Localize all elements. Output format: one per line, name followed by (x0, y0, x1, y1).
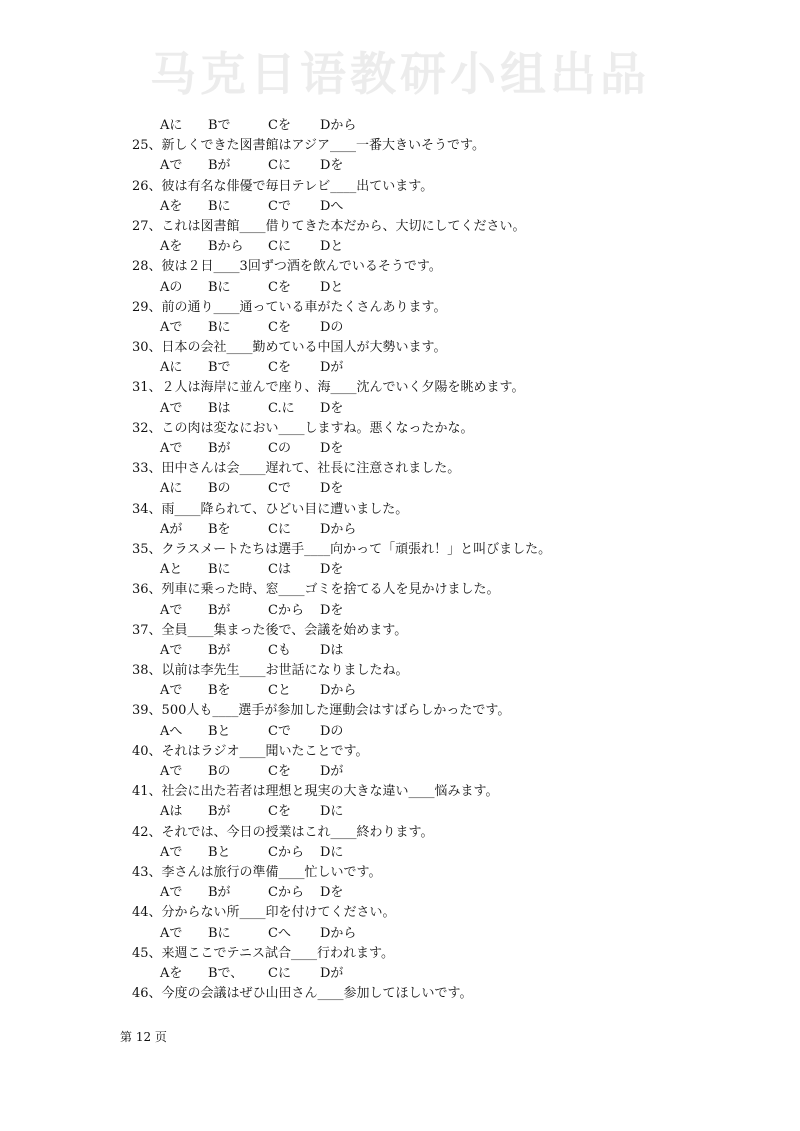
answer-option: Bで (208, 360, 231, 376)
question-text: 30、日本の会社____勤めている中国人が大勢います。 (132, 340, 447, 356)
answer-option: Aで (160, 400, 183, 416)
answer-option: Cで (268, 198, 291, 214)
answer-options (132, 560, 772, 580)
answer-option: Cを (268, 764, 291, 779)
answer-option: Aに (160, 118, 183, 133)
answer-option: Cと (268, 683, 291, 699)
answer-option: Dから (320, 683, 357, 699)
answer-options (132, 479, 772, 499)
answer-option: Bに (208, 319, 231, 335)
answer-option: Bは (208, 400, 231, 416)
answer-option: Cへ (268, 925, 291, 941)
answer-option: Dを (320, 481, 344, 497)
answer-options (132, 964, 772, 984)
answer-option: Dと (320, 239, 344, 255)
answer-option: Bで、 (208, 965, 244, 981)
question-text: 37、全員____集まった後で、会議を始めます。 (132, 622, 408, 638)
answer-option: Aで (160, 602, 183, 618)
answer-option: Dの (320, 723, 344, 739)
question-text: 27、これは図書館____借りてきた本だから、大切にしてください。 (132, 218, 526, 234)
answer-option: Cから (268, 844, 304, 860)
question-text: 29、前の通り____通っている車がたくさんあります。 (132, 299, 447, 315)
answer-option: Bに (208, 198, 231, 214)
answer-option: Bが (208, 804, 231, 820)
watermark-text: 马克日语教研小组出品 (150, 47, 650, 101)
answer-option: Dを (320, 441, 344, 456)
question-text: 35、クラスメートたちは選手____向かって「頑張れ！」と叫びました。 (132, 541, 552, 557)
answer-options (132, 762, 772, 782)
question-text: 44、分からない所____印を付けてください。 (132, 905, 396, 921)
question-text: 43、李さんは旅行の準備____忙しいです。 (132, 864, 382, 880)
answer-options (132, 439, 772, 459)
answer-option: Aで (160, 683, 183, 699)
answer-option: Dを (320, 158, 344, 174)
answer-options (132, 399, 772, 419)
answer-option: Aで (160, 441, 183, 456)
answer-option: Aは (160, 804, 183, 820)
answer-option: Cに (268, 158, 291, 174)
answer-options (132, 722, 772, 742)
answer-option: Dが (320, 360, 344, 376)
answer-option: Dの (320, 319, 344, 335)
answer-option: Cで (268, 723, 291, 739)
answer-option: Bと (208, 723, 231, 739)
answer-option: Bで (208, 118, 231, 133)
answer-option: Bが (208, 158, 231, 174)
answer-option: Bを (208, 521, 231, 537)
answer-options (132, 116, 772, 136)
answer-option: Bが (208, 642, 231, 658)
answer-options (132, 318, 772, 338)
question-text: 41、社会に出た若者は理想と現実の大きな違い____悩みます。 (132, 784, 499, 800)
answer-option: Bを (208, 683, 231, 699)
answer-options (132, 520, 772, 540)
answer-option: C.に (268, 400, 295, 416)
answer-option: Dに (320, 804, 344, 820)
answer-option: Cを (268, 804, 291, 820)
answer-option: Dから (320, 118, 357, 133)
answer-option: Cに (268, 965, 291, 981)
answer-option: Dに (320, 844, 344, 860)
question-text: 39、500人も____選手が参加した運動会はすばらしかったです。 (132, 703, 511, 719)
answer-option: Cに (268, 521, 291, 537)
answer-options (132, 924, 772, 944)
answer-options (132, 278, 772, 298)
answer-option: Cを (268, 319, 291, 335)
answer-option: Bに (208, 562, 231, 578)
question-text: 45、来週ここでテニス試合____行われます。 (132, 945, 394, 961)
answer-option: Dから (320, 521, 357, 537)
question-text: 25、新しくできた図書館はアジア____一番大きいそうです。 (132, 138, 485, 154)
question-text: 34、雨____降られて、ひどい目に遭いました。 (132, 501, 409, 517)
answer-option: Dを (320, 400, 344, 416)
answer-options (132, 156, 772, 176)
question-text: 40、それはラジオ____聞いたことです。 (132, 743, 369, 759)
answer-option: Bに (208, 279, 231, 295)
answer-option: Aと (160, 562, 183, 578)
answer-option: Bが (208, 441, 231, 456)
answer-options (132, 237, 772, 257)
answer-options (132, 883, 772, 903)
answer-option: Dは (320, 642, 344, 658)
answer-option: Aを (160, 239, 183, 255)
answer-options (132, 802, 772, 822)
answer-option: Dと (320, 279, 344, 295)
answer-option: Bから (208, 239, 244, 255)
question-text: 32、この肉は変なにおい____しますね。悪くなったかな。 (132, 420, 474, 436)
answer-option: Aに (160, 360, 183, 376)
answer-option: Aを (160, 965, 183, 981)
answer-option: Bの (208, 764, 231, 779)
answer-option: Cに (268, 239, 291, 255)
answer-option: Dを (320, 562, 344, 578)
answer-option: Dへ (320, 198, 344, 214)
answer-options (132, 197, 772, 217)
answer-option: Aで (160, 764, 183, 779)
answer-option: Aを (160, 198, 183, 214)
answer-option: Aで (160, 158, 183, 174)
answer-option: Cを (268, 360, 291, 376)
answer-option: Bの (208, 481, 231, 497)
answer-option: Dが (320, 764, 344, 779)
answer-option: Dから (320, 925, 357, 941)
answer-option: Aで (160, 925, 183, 941)
answer-option: Cを (268, 279, 291, 295)
question-text: 33、田中さんは会____遅れて、社長に注意されました。 (132, 461, 461, 477)
answer-option: Aへ (160, 723, 183, 739)
answer-option: Dを (320, 602, 344, 618)
answer-option: Dを (320, 885, 344, 901)
question-text: 46、今度の会議はぜひ山田さん____参加してほしいです。 (132, 986, 473, 1002)
answer-options (132, 601, 772, 621)
answer-option: Bに (208, 925, 231, 941)
answer-option: Bと (208, 844, 231, 860)
answer-option: Aに (160, 481, 183, 497)
page-number: 第 12 页 (120, 1030, 167, 1044)
question-text: 31、２人は海岸に並んで座り、海____沈んでいく夕陽を眺めます。 (132, 380, 525, 396)
answer-option: Cは (268, 562, 291, 578)
answer-options (132, 641, 772, 661)
question-text: 28、彼は２日____3回ずつ酒を飲んでいるそうです。 (132, 259, 442, 275)
question-text: 26、彼は有名な俳優で毎日テレビ____出ています。 (132, 178, 434, 194)
answer-option: Aが (160, 521, 183, 537)
answer-option: Cも (268, 642, 291, 658)
answer-option: Bが (208, 885, 231, 901)
question-text: 38、以前は李先生____お世話になりましたね。 (132, 663, 409, 679)
answer-option: Aの (160, 279, 183, 295)
answer-options (132, 681, 772, 701)
answer-option: Cを (268, 118, 291, 133)
answer-option: Cから (268, 602, 304, 618)
answer-option: Bが (208, 602, 231, 618)
question-text: 42、それでは、今日の授業はこれ____終わります。 (132, 824, 434, 840)
answer-option: Cから (268, 885, 304, 901)
answer-option: Cの (268, 441, 291, 456)
answer-option: Aで (160, 319, 183, 335)
answer-option: Aで (160, 844, 183, 860)
answer-option: Aで (160, 885, 183, 901)
answer-options (132, 358, 772, 378)
answer-option: Aで (160, 642, 183, 658)
question-text: 36、列車に乗った時、窓____ゴミを捨てる人を見かけました。 (132, 582, 500, 598)
answer-options (132, 843, 772, 863)
answer-option: Dが (320, 965, 344, 981)
answer-option: Cで (268, 481, 291, 497)
question-list (132, 116, 772, 1004)
